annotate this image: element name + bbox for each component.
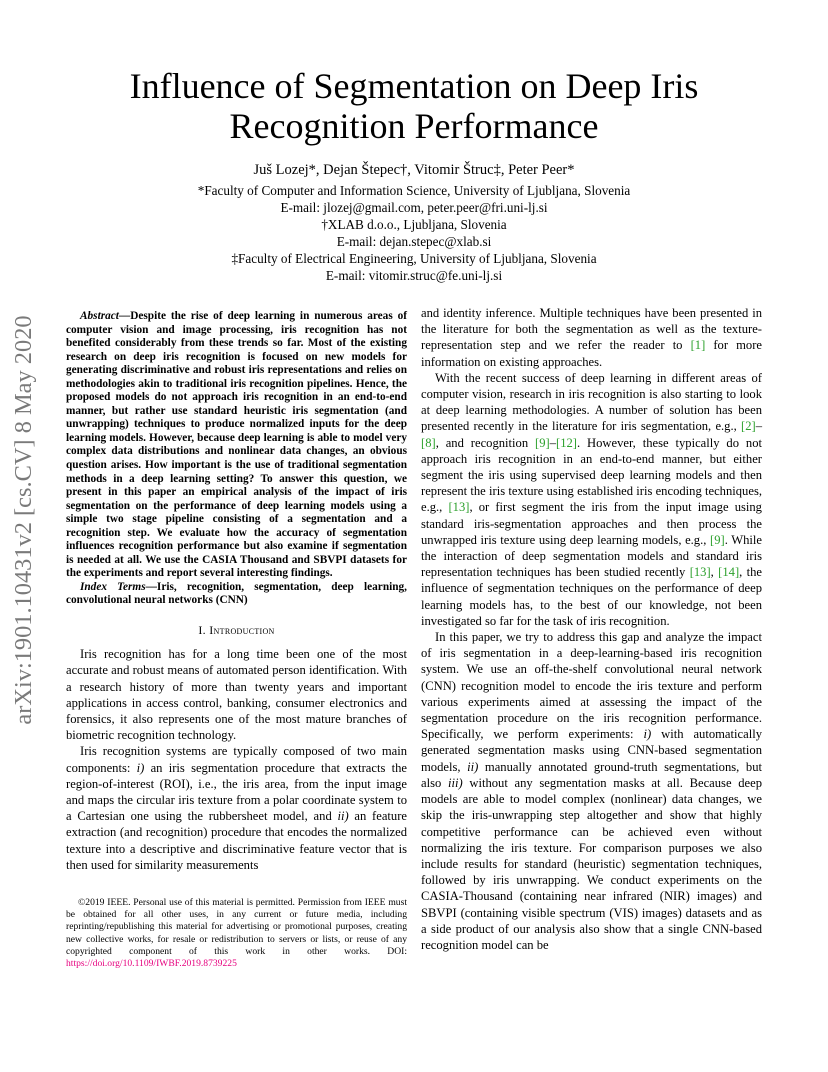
author-block	[60, 162, 768, 284]
citation-link[interactable]: [14]	[718, 565, 740, 580]
citation-link[interactable]: [8]	[421, 435, 436, 450]
intro-paragraph-1: Iris recognition has for a long time been one of the most accurate and robust means of automated person identification. With a research history of more than twenty years and important applications in access control, banking, consumer electronics and forensics, it also represents one of the most mature branches of biometric recognition technology.	[66, 647, 407, 743]
arxiv-identifier: arXiv:1901.10431v2 [cs.CV] 8 May 2020	[10, 315, 37, 725]
right-paragraph-2: With the recent success of deep learning in different areas of computer vision, research in iris recognition is also starting to look at deep learning methodologies. A number of solution has been presented recently in the literature for iris segmentation, e.g., [2]–[8], and recognition [9]–[12]. However, these typically do not approach iris recognition in an end-to-end manner, but either segment the iris using supervised deep learning models and then represent the iris texture using established iris encoding techniques, e.g., [13], or first segment the iris from the input image using standard iris-segmentation approaches and then process the unwrapped iris texture using deep learning models, e.g., [9]. While the interaction of deep segmentation models and standard iris representation techniques has been studied recently [13], [14], the influence of segmentation techniques on the performance of deep learning models has, to the best of our knowledge, not been investigated so far for the task of iris recognition.	[421, 370, 763, 628]
abstract-text: —Despite the rise of deep learning in numerous areas of computer vision and image processing, iris recognition has not benefited considerably from these trends so far. Most of the existing research on deep iris recognition is focused on new models for generating discriminative and robust iris representations and relies on methodologies akin to traditional iris recognition pipelines. Hence, the proposed models do not approach iris recognition in an end-to-end manner, but rather use standard heuristic iris segmentation (and unwrapping) techniques to produce normalized inputs for the deep learning models. However, because deep learning is able to model very complex data distributions and nonlinear data changes, an obvious question arises. How important is the use of traditional segmentation methods in a deep learning setting? To answer this question, we present in this paper an empirical analysis of the impact of iris segmentation on the performance of deep learning models using a simple two stage pipeline consisting of a segmentation and a recognition step. We evaluate how the accuracy of segmentation influences recognition performance but also examine if segmentation is needed at all. We use the CASIA Thousand and SBVPI datasets for the experiments and report several interesting findings.	[66, 310, 407, 580]
index-terms-text: —Iris, recognition, segmentation, deep learning, convolutional neural networks (CNN)	[66, 580, 407, 607]
right-column	[421, 305, 762, 953]
footnote-text: ©2019 IEEE. Personal use of this material is permitted. Permission from IEEE must be obtained for all other uses, in any current or future media, including reprinting/republishing this material for advertising or promotional purposes, creating new collective works, for resale or redistribution to servers or lists, or reuse of any copyrighted component of this work in other works. DOI:	[66, 897, 407, 957]
citation-link[interactable]: [1]	[690, 338, 706, 353]
affiliation-3: ‡Faculty of Electrical Engineering, University of Ljubljana, Slovenia	[231, 251, 597, 266]
citation-link[interactable]: [9]	[535, 435, 550, 450]
paper-title: Influence of Segmentation on Deep Iris Recognition Performance	[129, 66, 699, 146]
index-terms-label: Index Terms	[80, 580, 146, 593]
citation-link[interactable]: [9]	[710, 532, 725, 547]
affiliation-2: †XLAB d.o.o., Ljubljana, Slovenia	[321, 217, 507, 232]
citation-link[interactable]: [13]	[448, 500, 470, 515]
abstract	[66, 310, 407, 608]
abstract-label: Abstract	[80, 310, 119, 322]
citation-link[interactable]: [2]	[741, 419, 756, 434]
affiliation-email-2: E-mail: dejan.stepec@xlab.si	[336, 234, 492, 249]
affiliation-1: *Faculty of Computer and Information Science, University of Ljubljana, Slovenia	[197, 183, 631, 198]
arxiv-sidebar	[3, 280, 45, 760]
intro-paragraph-2: Iris recognition systems are typically composed of two main components: i) an iris segmentation procedure that extracts the region-of-interest (ROI), i.e., the iris area, from the input image and maps the circular iris texture from a polar coordinate system to a Cartesian one using the rubbersheet model, and ii) an feature extraction (and recognition) procedure that encodes the normalized texture into a descriptive and discriminative feature vector that is then used for similarity measurements	[66, 744, 408, 872]
doi-link[interactable]: https://doi.org/10.1109/IWBF.2019.8739225	[66, 958, 237, 970]
left-column	[66, 310, 407, 873]
right-paragraph-1: and identity inference. Multiple techniques have been presented in the literature for both the segmentation as well as the texture-representation step and we refer the reader to [1] for more information on existing approaches.	[421, 306, 762, 369]
affiliation-email-3: E-mail: vitomir.struc@fe.uni-lj.si	[325, 268, 503, 283]
section-title: Introduction	[209, 623, 275, 638]
affiliation-email-1: E-mail: jlozej@gmail.com, peter.peer@fri.uni-lj.si	[280, 200, 548, 215]
author-list: Juš Lozej*, Dejan Štepec†, Vitomir Štruc‡, Peter Peer*	[253, 162, 575, 178]
citation-link[interactable]: [13]	[689, 565, 711, 580]
citation-link[interactable]: [12]	[556, 435, 577, 450]
section-heading	[66, 622, 407, 638]
right-paragraph-3: In this paper, we try to address this gap and analyze the impact of iris segmentation in a deep-learning-based iris recognition system. We use an off-the-shelf convolutional neural network (CNN) recognition model to encode the iris texture and perform various experiments aimed at assessing the impact of the segmentation procedure on the iris recognition performance. Specifically, we perform experiments: i) with automatically generated segmentation masks using CNN-based segmentation models, ii) manually annotated ground-truth segmentations, but also iii) without any segmentation masks at all. Because deep models are able to model complex (nonlinear) data changes, we skip the iris-unwrapping step altogether and show that highly competitive performance can be achieved even without normalizing the iris texture. For comparison purposes we also include results for standard (heuristic) segmentation techniques, followed by iris unwrapping. We conduct experiments on the CASIA-Thousand (containing near infrared (NIR) images) and SBVPI (containing visible spectrum (VIS) images) datasets and as a side product of our analysis also show that a single CNN-based recognition model can be	[421, 630, 763, 952]
section-number: I.	[198, 623, 210, 638]
copyright-footnote	[66, 897, 407, 970]
